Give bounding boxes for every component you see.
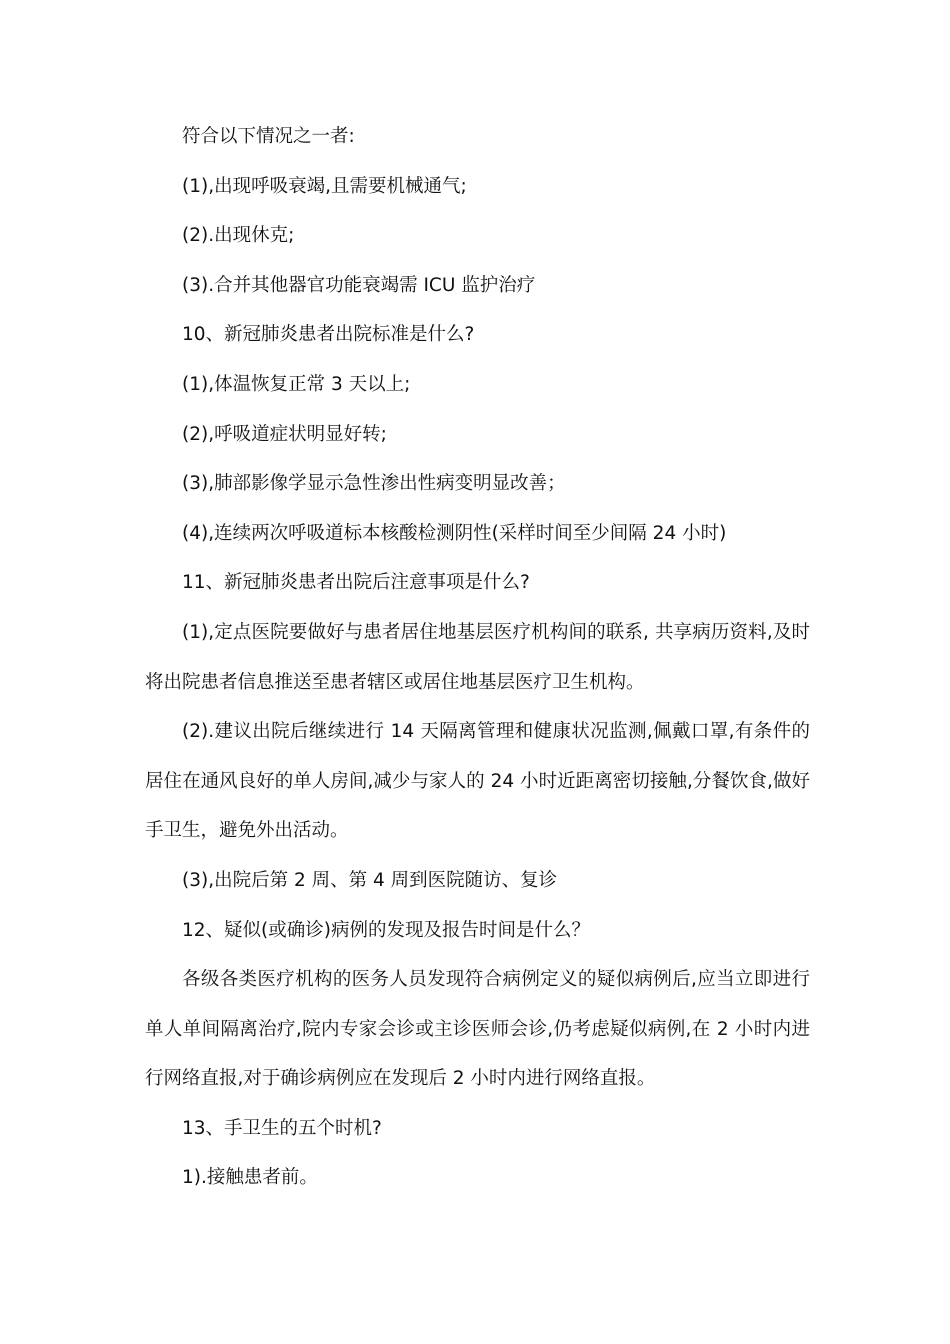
- discharge-item-4: (4),连续两次呼吸道标本核酸检测阴性(采样时间至少间隔 24 小时): [182, 522, 727, 544]
- post-discharge-item-2: (2).建议出院后继续进行 14 天隔离管理和健康状况监测,佩戴口罩,有条件的居住在通风良好的单人房间,减少与家人的 24 小时近距离密切接触,分餐饮食,做好手卫生，避免外出活动。: [145, 721, 810, 842]
- post-discharge-item-1: (1),定点医院要做好与患者居住地基层医疗机构间的联系, 共享病历资料,及时将出院患者信息推送至患者辖区或居住地基层医疗卫生机构。: [145, 621, 810, 693]
- document-body: [145, 112, 810, 1203]
- criteria-intro: 符合以下情况之一者:: [182, 126, 355, 147]
- criteria-item-2: (2).出现休克;: [182, 225, 295, 247]
- question-12-heading: 12、疑似(或确诊)病例的发现及报告时间是什么？: [182, 919, 590, 941]
- criteria-item-3: (3).合并其他器官功能衰竭需 ICU 监护治疗: [182, 274, 536, 296]
- discharge-item-1: (1),体温恢复正常 3 天以上;: [182, 373, 411, 395]
- discharge-item-2: (2),呼吸道症状明显好转;: [182, 423, 387, 445]
- discharge-item-3: (3),肺部影像学显示急性渗出性病变明显改善；: [182, 473, 566, 495]
- reporting-paragraph: 各级各类医疗机构的医务人员发现符合病例定义的疑似病例后,应当立即进行单人单间隔离治疗,院内专家会诊或主诊医师会诊,仍考虑疑似病例,在 2 小时内进行网络直报,对于确诊病例应在发现后 2 小时内进行网络直报。: [145, 969, 810, 1090]
- post-discharge-item-3: (3),出院后第 2 周、第 4 周到医院随访、复诊: [182, 869, 558, 891]
- question-10-heading: 10、新冠肺炎患者出院标准是什么?: [182, 324, 475, 346]
- criteria-item-1: (1),出现呼吸衰竭,且需要机械通气;: [182, 175, 467, 197]
- question-11-heading: 11、新冠肺炎患者出院后注意事项是什么?: [182, 572, 530, 594]
- question-13-heading: 13、手卫生的五个时机?: [182, 1117, 382, 1139]
- hand-hygiene-item-1: 1).接触患者前。: [182, 1167, 318, 1189]
